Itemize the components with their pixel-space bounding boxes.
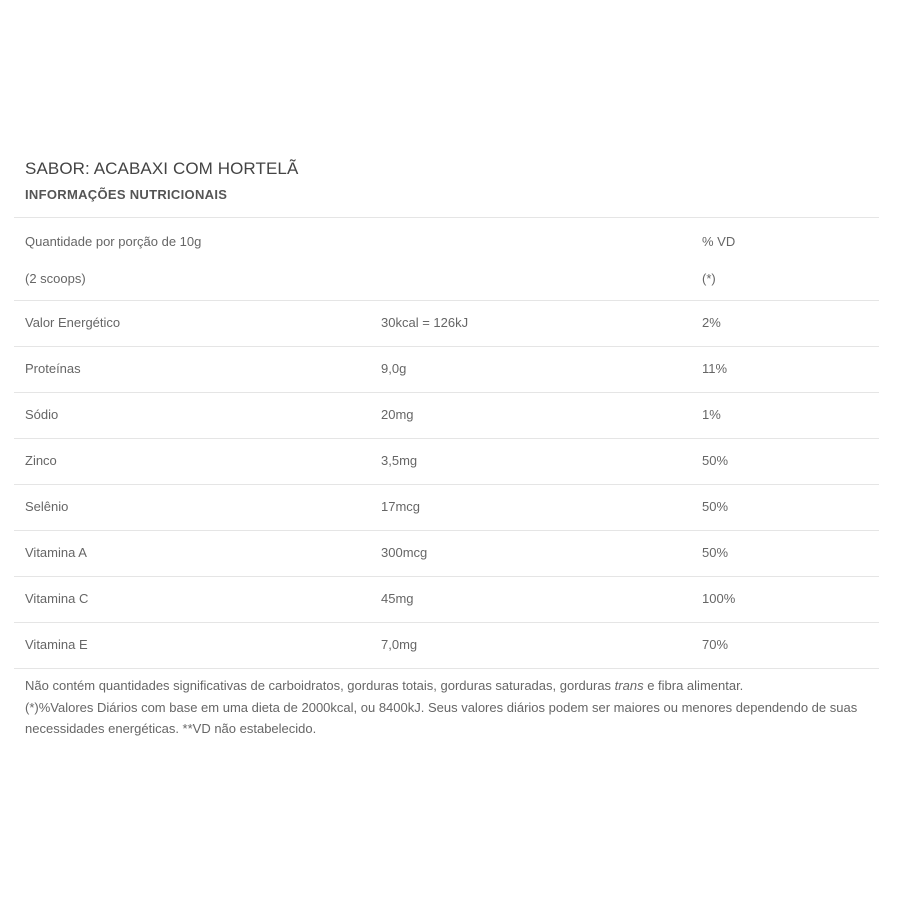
flavor-title: SABOR: ACABAXI COM HORTELÃ [25, 159, 299, 178]
table-row [14, 622, 879, 669]
nutrient-amount: 20mg [381, 407, 414, 422]
header [25, 158, 879, 204]
nutrient-vd: 11% [702, 361, 728, 376]
nutrient-name: Proteínas [25, 361, 81, 376]
footnote-text: e fibra alimentar. [643, 678, 744, 693]
nutrient-name: Vitamina A [25, 545, 87, 560]
table-row [14, 576, 879, 622]
nutrient-amount: 45mg [381, 591, 414, 606]
nutrient-vd: 1% [702, 407, 721, 422]
nutrient-vd: 50% [702, 453, 729, 468]
vd-header-label: % VD [702, 234, 736, 249]
table-row [14, 484, 879, 530]
nutrient-amount: 7,0mg [381, 637, 418, 652]
nutrient-vd: 70% [702, 637, 729, 652]
table-row [14, 438, 879, 484]
nutrient-vd: 50% [702, 499, 729, 514]
table-row [14, 300, 879, 346]
footnotes [25, 675, 885, 740]
footnote-not-significant [25, 675, 885, 697]
nutrient-name: Valor Energético [25, 315, 121, 330]
footnote-text: Não contém quantidades significativas de carboidratos, gorduras totais, gorduras saturadas, gorduras [25, 678, 615, 693]
nutrient-amount: 9,0g [381, 361, 407, 376]
section-subtitle: INFORMAÇÕES NUTRICIONAIS [25, 187, 228, 202]
nutrient-name: Vitamina C [25, 591, 89, 606]
footnote-daily-values: (*)%Valores Diários com base em uma dieta de 2000kcal, ou 8400kJ. Seus valores diários podem ser maiores ou menores dependendo de suas necessidades energéticas. **VD não estabelecido. [25, 699, 858, 736]
table-row [14, 392, 879, 438]
nutrient-name: Vitamina E [25, 637, 88, 652]
nutrient-amount: 300mcg [381, 545, 428, 560]
nutrient-name: Zinco [25, 453, 57, 468]
nutrition-table [14, 217, 879, 669]
table-row [14, 530, 879, 576]
nutrient-name: Selênio [25, 499, 69, 514]
nutrient-amount: 3,5mg [381, 453, 418, 468]
vd-header-footnote: (*) [702, 271, 716, 286]
table-header [14, 217, 879, 300]
nutrient-amount: 17mcg [381, 499, 421, 514]
footnote-italic-term: trans [614, 678, 644, 693]
portion-scoops-label: (2 scoops) [25, 271, 86, 286]
nutrient-vd: 50% [702, 545, 729, 560]
portion-size-label: Quantidade por porção de 10g [25, 234, 202, 249]
nutrient-vd: 2% [702, 315, 721, 330]
nutrient-name: Sódio [25, 407, 59, 422]
nutrient-vd: 100% [702, 591, 736, 606]
table-row [14, 346, 879, 392]
nutrient-amount: 30kcal = 126kJ [381, 315, 469, 330]
